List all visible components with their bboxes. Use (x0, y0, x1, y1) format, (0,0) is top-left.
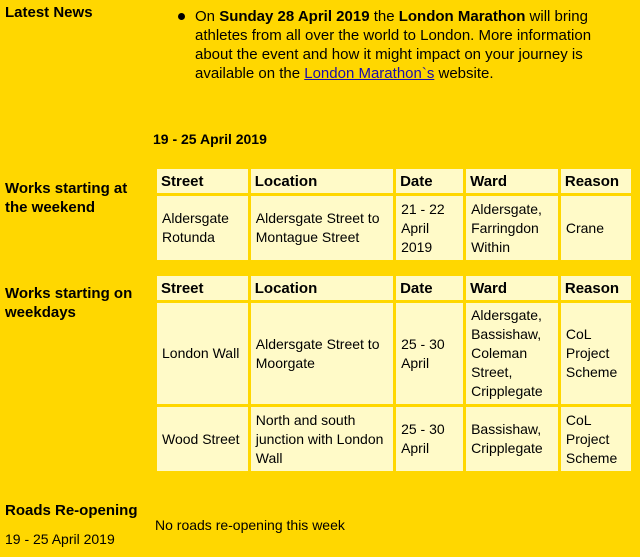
weekend-works-table (154, 166, 634, 263)
column-header-reason: Reason (561, 169, 631, 193)
weekend-works-heading: Works starting at the weekend (5, 180, 128, 216)
column-header-street: Street (157, 276, 248, 300)
column-header-location: Location (251, 276, 393, 300)
cell-street: Wood Street (157, 407, 248, 471)
reopening-message: No roads re-opening this week (155, 517, 345, 533)
news-date: Sunday 28 April 2019 (219, 8, 370, 25)
news-text-part: website. (434, 65, 494, 82)
table-header-row (157, 276, 631, 300)
cell-street: Aldersgate Rotunda (157, 196, 248, 260)
column-header-date: Date (396, 169, 463, 193)
table-row (157, 407, 631, 471)
cell-ward: Aldersgate, Farringdon Within (466, 196, 558, 260)
roads-reopening-heading: Roads Re-opening (5, 502, 138, 519)
bullet-icon (178, 13, 185, 20)
news-item (195, 7, 630, 83)
london-marathon-link[interactable]: London Marathon`s (304, 65, 435, 82)
table-row (157, 303, 631, 404)
news-text-part: will bring athletes from all over the world to London. More information about the event and how it might impact on your journey is available on the (195, 8, 592, 82)
column-header-date: Date (396, 276, 463, 300)
column-header-location: Location (251, 169, 393, 193)
latest-news-heading: Latest News (5, 4, 93, 21)
news-text-part: the (369, 8, 399, 25)
cell-ward: Bassishaw, Cripplegate (466, 407, 558, 471)
column-header-street: Street (157, 169, 248, 193)
cell-reason: CoL Project Scheme (561, 303, 631, 404)
reopening-date: 19 - 25 April 2019 (5, 531, 115, 547)
cell-date: 25 - 30 April (396, 407, 463, 471)
column-header-ward: Ward (466, 169, 558, 193)
weekday-works-table (154, 273, 634, 474)
cell-reason: Crane (561, 196, 631, 260)
table-row (157, 196, 631, 260)
table-header-row (157, 169, 631, 193)
cell-street: London Wall (157, 303, 248, 404)
cell-location: Aldersgate Street to Moorgate (251, 303, 393, 404)
cell-ward: Aldersgate, Bassishaw, Coleman Street, Cripplegate (466, 303, 558, 404)
cell-reason: CoL Project Scheme (561, 407, 631, 471)
cell-location: North and south junction with London Wall (251, 407, 393, 471)
column-header-ward: Ward (466, 276, 558, 300)
column-header-reason: Reason (561, 276, 631, 300)
news-event: London Marathon (398, 8, 526, 25)
cell-location: Aldersgate Street to Montague Street (251, 196, 393, 260)
weekday-works-heading: Works starting on weekdays (5, 285, 133, 321)
week-title: 19 - 25 April 2019 (153, 131, 267, 147)
cell-date: 25 - 30 April (396, 303, 463, 404)
news-text-part: On (195, 8, 220, 25)
cell-date: 21 - 22 April 2019 (396, 196, 463, 260)
